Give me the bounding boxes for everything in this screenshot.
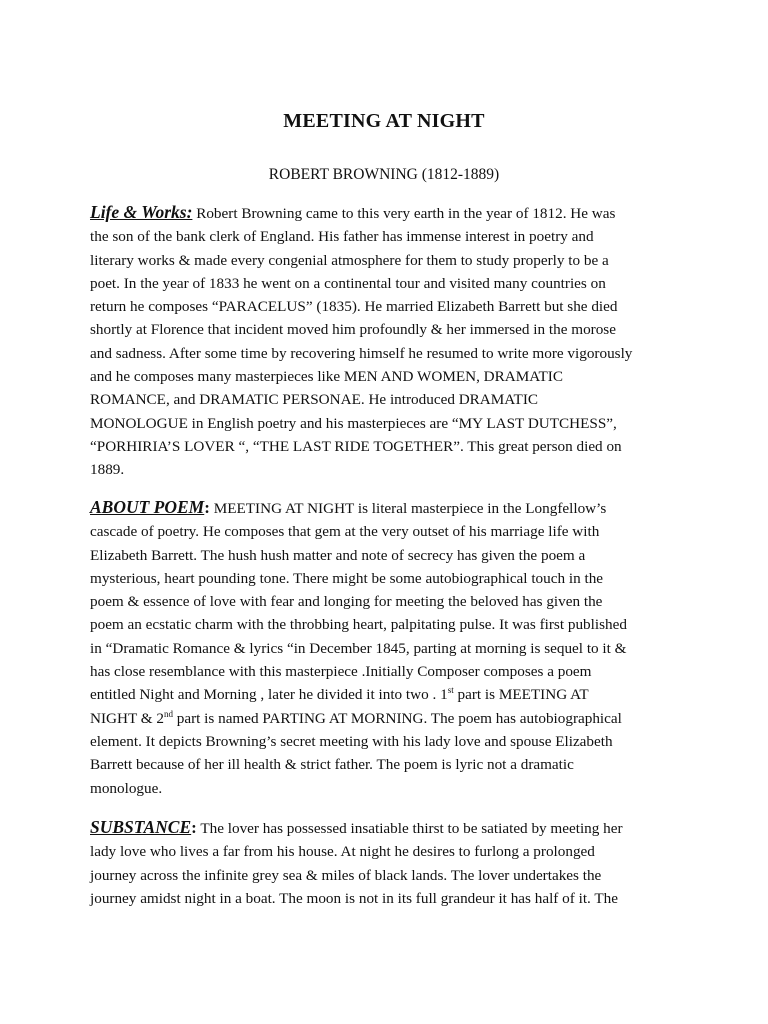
text-line: in “Dramatic Romance & lyrics “in December 1845, parting at morning is sequel to it & [90, 639, 627, 657]
heading-colon: : [191, 818, 197, 837]
section-substance [90, 816, 690, 910]
text-line: return he composes “PARACELUS” (1835). He married Elizabeth Barrett but she died [90, 298, 618, 316]
text-line: monologue. [90, 779, 163, 797]
text-line: cascade of poetry. He composes that gem at the very outset of his marriage life with [90, 523, 600, 541]
text-line: shortly at Florence that incident moved him profoundly & her immersed in the morose [90, 321, 616, 339]
text-line: literary works & made every congenial atmosphere for them to study properly to be a [90, 251, 609, 269]
text-line: poem & essence of love with fear and longing for meeting the beloved has given the [90, 593, 603, 611]
text-line: lady love who lives a far from his house. At night he desires to furlong a prolonged [90, 843, 595, 861]
text-line: MONOLOGUE in English poetry and his masterpieces are “MY LAST DUTCHESS”, [90, 414, 617, 432]
text-line: MEETING AT NIGHT is literal masterpiece in the Longfellow’s [213, 500, 607, 517]
superscript: st [447, 685, 454, 696]
text-line: The lover has possessed insatiable thirst to be satiated by meeting her [200, 820, 623, 837]
text-line: Barrett because of her ill health & strict father. The poem is lyric not a dramatic [90, 756, 574, 774]
document-subtitle: ROBERT BROWNING (1812-1889) [268, 166, 500, 183]
document-title: MEETING AT NIGHT [283, 110, 485, 132]
text-line: element. It depicts Browning’s secret meeting with his lady love and spouse Elizabeth [90, 732, 613, 750]
text-line: ROMANCE, and DRAMATIC PERSONAE. He introduced DRAMATIC [90, 391, 539, 409]
text-line: and sadness. After some time by recovering himself he resumed to write more vigorously [90, 344, 633, 362]
text-line: mysterious, heart pounding tone. There might be some autobiographical touch in the [90, 569, 604, 587]
text-line-tail: part is MEETING AT [453, 686, 589, 704]
section-heading: SUBSTANCE [90, 817, 192, 837]
text-line: journey amidst night in a boat. The moon is not in its full grandeur it has half of it. The [90, 889, 618, 907]
text-line: Robert Browning came to this very earth in the year of 1812. He was [196, 205, 616, 222]
section-life-and-works [90, 201, 690, 482]
text-line: entitled Night and Morning , later he divided it into two . 1 [90, 686, 448, 704]
text-line: and he composes many masterpieces like MEN AND WOMEN, DRAMATIC [90, 368, 563, 386]
section-heading: Life & Works: [90, 202, 193, 222]
text-line: poem an ecstatic charm with the throbbing heart, palpitating pulse. It was first published [90, 616, 627, 634]
text-line: 1889. [90, 461, 125, 479]
text-line-tail: part is named PARTING AT MORNING. The poem has autobiographical [172, 709, 622, 727]
heading-colon: : [204, 498, 210, 517]
text-line: Elizabeth Barrett. The hush hush matter and note of secrecy has given the poem a [90, 546, 586, 564]
section-heading: ABOUT POEM [90, 497, 205, 517]
text-line: “PORHIRIA’S LOVER “, “THE LAST RIDE TOGETHER”. This great person died on [90, 437, 622, 455]
section-about-poem [90, 496, 690, 800]
superscript: nd [163, 708, 173, 719]
text-line: has close resemblance with this masterpiece .Initially Composer composes a poem [90, 663, 592, 681]
text-line: poet. In the year of 1833 he went on a continental tour and visited many countries on [90, 274, 606, 292]
text-line: the son of the bank clerk of England. His father has immense interest in poetry and [90, 228, 594, 246]
text-line: NIGHT & 2 [90, 709, 164, 727]
text-line: journey across the infinite grey sea & miles of black lands. The lover undertakes the [90, 866, 602, 884]
